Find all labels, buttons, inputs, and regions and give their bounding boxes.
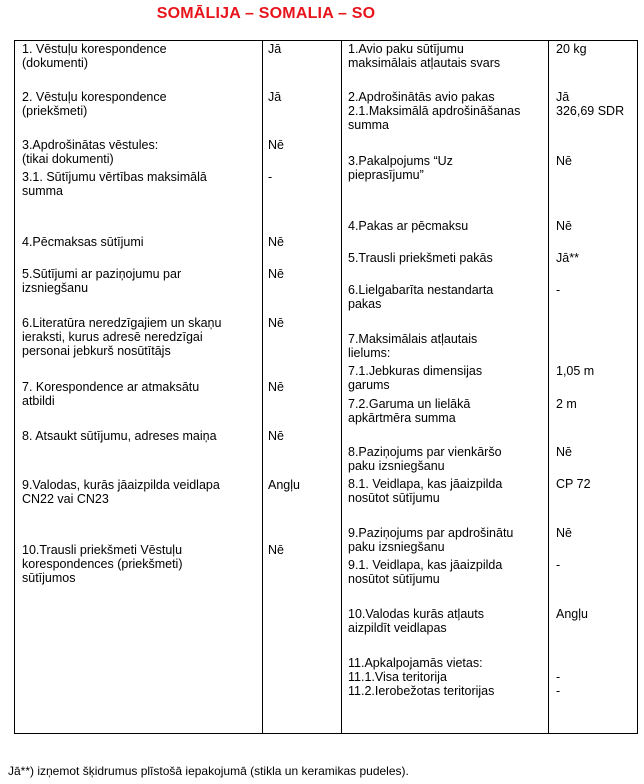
right-row-value: - - [556,670,561,698]
left-row-value: Nē [268,380,284,394]
left-row-label: 10.Trausli priekšmeti Vēstuļu korespondences (priekšmeti) sūtījumos [22,543,183,585]
right-row-value: Nē [556,219,572,233]
left-row-label: 4.Pēcmaksas sūtījumi [22,235,144,249]
left-row-label: 1. Vēstuļu korespondence (dokumenti) [22,42,167,70]
services-table [14,40,638,734]
right-row-label: 5.Trausli priekšmeti pakās [348,251,493,265]
column-divider [341,41,342,733]
left-row-value: Jā [268,90,282,104]
right-row-label: 10.Valodas kurās atļauts aizpildīt veidlapas [348,607,484,635]
right-row-value: 20 kg [556,42,587,56]
left-row-value: Nē [268,543,284,557]
left-row-label: 7. Korespondence ar atmaksātu atbildi [22,380,200,408]
right-row-value: Nē [556,154,572,168]
page-title: SOMĀLIJA – SOMALIA – SO [156,5,376,22]
right-row-value: Jā** [556,251,579,265]
left-row-value: Nē [268,316,284,330]
right-row-label: 2.Apdrošinātās avio pakas 2.1.Maksimālā apdrošināšanas summa [348,90,521,132]
left-row-label: 3.Apdrošinātas vēstules: (tikai dokumenti) [22,138,159,166]
left-row-value: Jā [268,42,282,56]
right-row-label: 3.Pakalpojums “Uz pieprasījumu” [348,154,453,182]
right-row-label: 7.Maksimālais atļautais lielums: [348,332,478,360]
left-row-label: 6.Literatūra neredzīgajiem un skaņu ieraksti, kurus adresē neredzīgai personai jebkurš nosūtītājs [22,316,222,358]
right-row-label: 4.Pakas ar pēcmaksu [348,219,469,233]
left-row-label: 3.1. Sūtījumu vērtības maksimālā summa [22,170,207,198]
left-row-value: Nē [268,267,284,281]
right-row-value: - [556,558,561,572]
left-row-value: Angļu [268,478,300,492]
left-row-value: Nē [268,235,284,249]
left-row-value: Nē [268,138,284,152]
right-row-label: 8.1. Veidlapa, kas jāaizpilda nosūtot sūtījumu [348,477,503,505]
right-row-label: 11.Apkalpojamās vietas: 11.1.Visa teritorija 11.2.Ierobežotas teritorijas [348,656,495,698]
right-row-label: 6.Lielgabarīta nestandarta pakas [348,283,494,311]
column-divider [262,41,263,733]
right-row-label: 7.1.Jebkuras dimensijas garums [348,364,483,392]
left-row-label: 9.Valodas, kurās jāaizpilda veidlapa CN22 vai CN23 [22,478,220,506]
right-row-label: 8.Paziņojums par vienkāršo paku izsniegšanu [348,445,502,473]
left-row-label: 2. Vēstuļu korespondence (priekšmeti) [22,90,167,118]
right-row-value: 1,05 m [556,364,595,378]
right-row-value: 2 m [556,397,577,411]
right-row-value: Nē [556,445,572,459]
left-row-value: - [268,170,273,184]
column-divider [548,41,549,733]
right-row-value: CP 72 [556,477,591,491]
left-row-label: 5.Sūtījumi ar paziņojumu par izsniegšanu [22,267,182,295]
left-row-value: Nē [268,429,284,443]
right-row-value: Jā 326,69 SDR [556,90,625,118]
right-row-label: 9.Paziņojums par apdrošinātu paku izsniegšanu [348,526,514,554]
footnote: Jā**) izņemot šķidrumus plīstošā iepakojumā (stikla un keramikas pudeles). [8,764,409,778]
left-row-label: 8. Atsaukt sūtījumu, adreses maiņa [22,429,217,443]
right-row-value: Angļu [556,607,588,621]
right-row-label: 7.2.Garuma un lielākā apkārtmēra summa [348,397,471,425]
right-row-label: 9.1. Veidlapa, kas jāaizpilda nosūtot sūtījumu [348,558,503,586]
right-row-value: - [556,283,561,297]
right-row-value: Nē [556,526,572,540]
right-row-label: 1.Avio paku sūtījumu maksimālais atļautais svars [348,42,501,70]
